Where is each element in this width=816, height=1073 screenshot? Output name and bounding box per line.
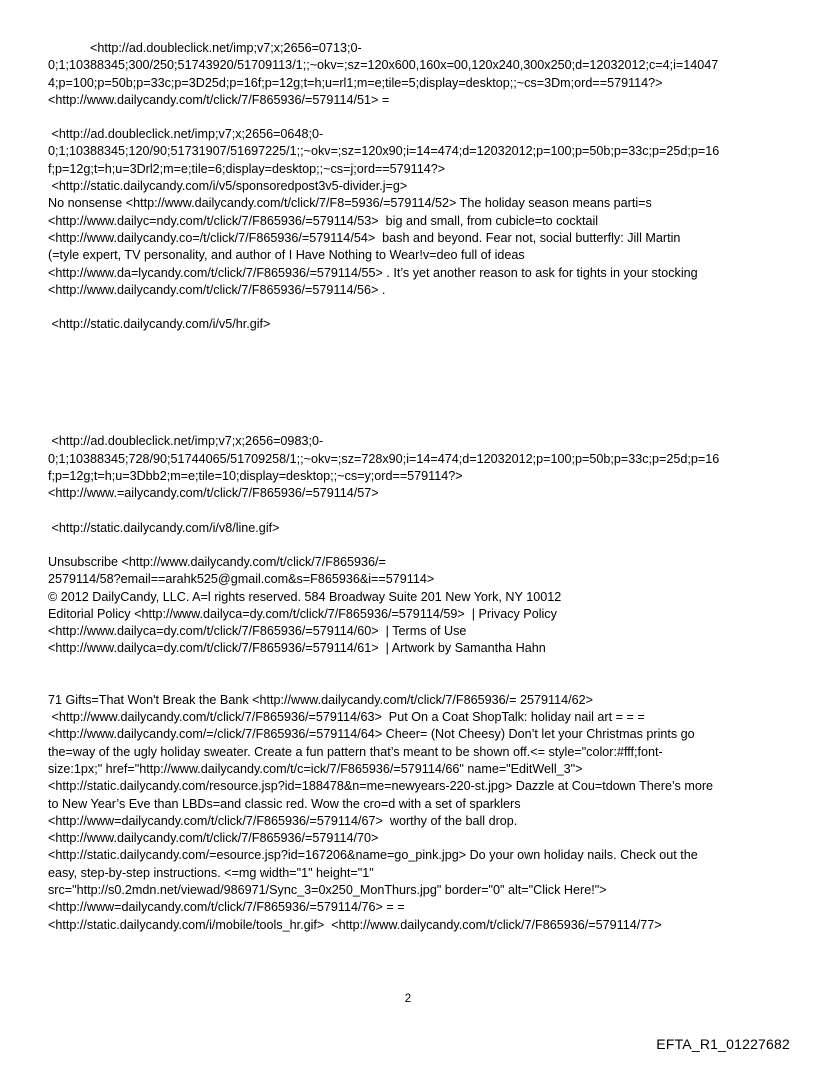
text-line: <http://www.dailycandy.com/t/click/7/F865936/=579114/70> (48, 831, 379, 846)
page-number: 2 (404, 993, 412, 1005)
footer-links-block (48, 554, 776, 658)
text-line: 2579114/58?email==arahk525@gmail.com&s=F865936&i==579114> (48, 572, 435, 587)
text-line: © 2012 DailyCandy, LLC. A=l rights reserved. 584 Broadway Suite 201 New York, NY 10012 (48, 589, 562, 604)
text-line: <http://www=dailycandy.com/t/click/7/F865936/=579114/67> worthy of the ball drop. (48, 813, 518, 828)
text-line: 0;1;10388345;120/90;51731907/51697225/1;;~okv=;sz=120x90;i=14=474;d=12032012;p=100;p=50b;p=33c;p=25d;p=16 (48, 144, 720, 159)
text-line: No nonsense <http://www.dailycandy.com/t/click/7/F8=5936/=579114/52> The holiday season means parti=s (48, 196, 652, 211)
text-line: Editorial Policy <http://www.dailyca=dy.com/t/click/7/F865936/=579114/59> | Privacy Policy (48, 606, 557, 621)
ad-block-2 (48, 433, 776, 502)
text-line: <http://www.dailycandy.com/=/click/7/F865936/=579114/64> Cheer= (Not Cheesy) Don’t let your Christmas prints go (48, 727, 695, 742)
text-line: <http://www.dailyca=dy.com/t/click/7/F865936/=579114/60> | Terms of Use (48, 624, 467, 639)
text-line: <http://www.dailyc=ndy.com/t/click/7/F865936/=579114/53> big and small, from cubicle=to cocktail (48, 213, 599, 228)
text-line: 0;1;10388345;728/90;51744065/51709258/1;;~okv=;sz=728x90;i=14=474;d=12032012;p=100;p=50b;p=33c;p=25d;p=16 (48, 451, 720, 466)
text-line: <http://www=dailycandy.com/t/click/7/F865936/=579114/76> = = (48, 900, 405, 915)
text-line: <http://static.dailycandy.com/resource.jsp?id=188478&n=me=newyears-220-st.jpg> Dazzle at Cou=tdown There’s more (48, 779, 714, 794)
text-line: to New Year’s Eve than LBDs=and classic red. Wow the cro=d with a set of sparklers (48, 796, 521, 811)
text-line: <http://www.dailycandy.com/t/click/7/F865936/=579114/56> . (48, 282, 386, 297)
text-line: <http://ad.doubleclick.net/imp;v7;x;2656=0648;0- (48, 127, 324, 142)
text-line: <http://static.dailycandy.com/=esource.jsp?id=167206&name=go_pink.jpg> Do your own holiday nails. Check out the (48, 848, 698, 863)
text-line: Unsubscribe <http://www.dailycandy.com/t/click/7/F865936/= (48, 554, 386, 569)
text-line: size:1px;" href="http://www.dailycandy.com/t/c=ick/7/F865936/=579114/66" name="EditWell_3"> (48, 761, 583, 776)
text-line: <http://static.dailycandy.com/i/v5/hr.gif> (48, 317, 271, 332)
text-line: easy, step-by-step instructions. <=mg width="1" height="1" (48, 865, 374, 880)
text-line: src="http://s0.2mdn.net/viewad/986971/Sync_3=0x250_MonThurs.jpg" border="0" alt="Click Here!"> (48, 882, 607, 897)
text-line: <http://ad.doubleclick.net/imp;v7;x;2656=0713;0- (48, 41, 362, 55)
text-line: <http://www.dailycandy.com/t/click/7/F865936/=579114/51> = (48, 92, 390, 107)
sponsored-block (48, 126, 776, 299)
gifts-block (48, 692, 776, 934)
text-line: <http://ad.doubleclick.net/imp;v7;x;2656=0983;0- (48, 434, 324, 449)
text-line: <http://www.da=lycandy.com/t/click/7/F865936/=579114/55> . It’s yet another reason to ask for tights in your stocking (48, 265, 698, 280)
document-body (48, 40, 776, 934)
text-line: the=way of the ugly holiday sweater. Create a fun pattern that’s meant to be shown off.<= style="color:#fff;font- (48, 744, 663, 759)
text-line: 71 Gifts=That Won't Break the Bank <http://www.dailycandy.com/t/click/7/F865936/= 2579114/62> (48, 692, 593, 707)
text-line: 0;1;10388345;300/250;51743920/51709113/1;;~okv=;sz=120x600,160x=00,120x240,300x250;d=12032012;c=4;i=14047 (48, 58, 719, 73)
document-id: EFTA_R1_01227682 (656, 1036, 790, 1052)
text-line: (=tyle expert, TV personality, and author of I Have Nothing to Wear!v=deo full of ideas (48, 248, 525, 263)
text-line: <http://www.dailycandy.com/t/click/7/F865936/=579114/63> Put On a Coat ShopTalk: holiday nail art = = = (48, 710, 645, 725)
text-line: f;p=12g;t=h;u=3Drl2;m=e;tile=6;display=desktop;;~cs=j;ord==579114?> (48, 161, 446, 176)
text-line: <http://static.dailycandy.com/i/v8/line.gif> (48, 520, 280, 535)
text-line: <http://www.dailycandy.co=/t/click/7/F865936/=579114/54> bash and beyond. Fear not, social butterfly: Jill Martin (48, 230, 681, 245)
ad-block-1 (48, 40, 776, 109)
text-line: <http://www.dailyca=dy.com/t/click/7/F865936/=579114/61> | Artwork by Samantha Hahn (48, 641, 546, 656)
line-gif-block (48, 520, 776, 537)
text-line: <http://static.dailycandy.com/i/mobile/tools_hr.gif> <http://www.dailycandy.com/t/click/7/F865936/=579114/77> (48, 917, 662, 932)
text-line: <http://www.=ailycandy.com/t/click/7/F865936/=579114/57> (48, 486, 379, 501)
hr-link-block (48, 316, 776, 333)
text-line: 4;p=100;p=50b;p=33c;p=3D25d;p=16f;p=12g;t=h;u=rl1;m=e;tile=5;display=desktop;;~cs=3Dm;ord==579114?> (48, 75, 663, 90)
text-line: f;p=12g;t=h;u=3Dbb2;m=e;tile=10;display=desktop;;~cs=y;ord==579114?> (48, 469, 463, 484)
text-line: <http://static.dailycandy.com/i/v5/sponsoredpost3v5-divider.j=g> (48, 179, 408, 194)
